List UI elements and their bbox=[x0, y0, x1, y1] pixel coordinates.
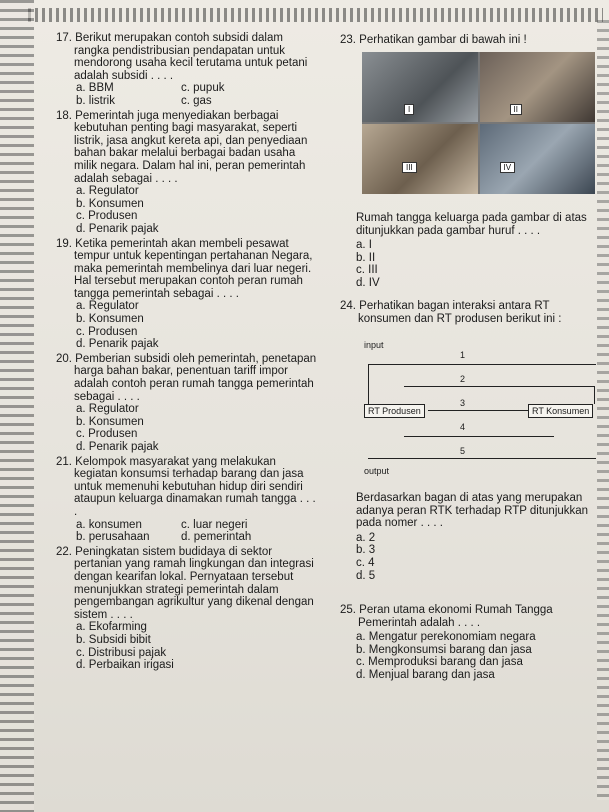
question-stem: 23. Perhatikan gambar di bawah ini ! bbox=[340, 34, 527, 46]
question bbox=[56, 546, 318, 672]
option[interactable]: c. luar negeri bbox=[181, 518, 248, 531]
photo-label: IV bbox=[500, 162, 516, 173]
diagram-number: 2 bbox=[460, 374, 466, 384]
option[interactable]: a. I bbox=[356, 239, 372, 252]
left-column bbox=[56, 32, 318, 674]
option[interactable]: a. Regulator bbox=[76, 300, 139, 313]
option[interactable]: d. 5 bbox=[356, 569, 376, 582]
photo-label: I bbox=[404, 104, 414, 115]
option[interactable]: b. Subsidi bibit bbox=[76, 633, 151, 646]
arrow-line-2 bbox=[404, 386, 594, 387]
option[interactable]: b. listrik bbox=[76, 94, 115, 107]
option[interactable]: d. IV bbox=[356, 276, 380, 289]
option[interactable]: d. pemerintah bbox=[181, 531, 252, 544]
option[interactable]: b. Konsumen bbox=[76, 313, 144, 326]
question-24 bbox=[340, 300, 602, 325]
option[interactable]: a. konsumen bbox=[76, 518, 142, 531]
question-stem: 20. Pemberian subsidi oleh pemerintah, penetapan harga bahan bakar, penentuan tariff impor adalah contoh peran rumah tangga pemerintah sebagai . . . . bbox=[56, 352, 317, 403]
option[interactable]: b. Konsumen bbox=[76, 415, 144, 428]
photo-panel-1 bbox=[362, 52, 478, 122]
option[interactable]: c. 4 bbox=[356, 556, 375, 569]
diagram-number: 5 bbox=[460, 446, 466, 456]
question bbox=[56, 456, 318, 544]
question-stem: 25. Peran utama ekonomi Rumah Tangga Pemerintah adalah . . . . bbox=[340, 604, 553, 629]
diagram-number: 3 bbox=[460, 398, 466, 408]
diagram-number: 1 bbox=[460, 350, 466, 360]
option[interactable]: c. gas bbox=[181, 94, 212, 107]
question-stem: 21. Kelompok masyarakat yang melakukan kegiatan konsumsi terhadap barang dan jasa untuk memenuhi kebutuhan hidup diri sendiri ataupun keluarga dinamakan rumah tangga . . . . bbox=[56, 455, 316, 518]
option[interactable]: c. III bbox=[356, 264, 378, 277]
option[interactable]: a. 2 bbox=[356, 531, 376, 544]
option[interactable]: d. Perbaikan irigasi bbox=[76, 659, 174, 672]
question bbox=[56, 110, 318, 236]
option[interactable]: a. BBM bbox=[76, 82, 114, 95]
question-stem: 17. Berikut merupakan contoh subsidi dalam rangka pendistribusian pendapatan untuk mendorong usaha kecil terutama untuk petani adalah subsidi . . . . bbox=[56, 32, 308, 82]
photo-label: III bbox=[402, 162, 417, 173]
option[interactable]: a. Regulator bbox=[76, 185, 139, 198]
question bbox=[56, 32, 318, 108]
option[interactable]: b. 3 bbox=[356, 544, 376, 557]
option[interactable]: c. Distribusi pajak bbox=[76, 646, 167, 659]
arrow-line-2 bbox=[594, 386, 595, 404]
question-stem: 19. Ketika pemerintah akan membeli pesawat tempur untuk kepentingan pertahanan Negara, maka pemerintah membelinya dari luar negeri. Hal tersebut merupakan contoh peran rumah tangga pemerintah sebagai . . . . bbox=[56, 237, 313, 300]
option[interactable]: c. Produsen bbox=[76, 210, 138, 223]
photo-panel-2 bbox=[480, 52, 596, 122]
question-23-photo bbox=[362, 52, 595, 194]
option[interactable]: c. pupuk bbox=[181, 82, 225, 95]
option[interactable]: a. Ekofarming bbox=[76, 621, 147, 634]
option[interactable]: c. Memproduksi barang dan jasa bbox=[356, 656, 523, 669]
rt-producer-box: RT Produsen bbox=[364, 404, 425, 418]
option[interactable]: b. Konsumen bbox=[76, 197, 144, 210]
decorative-border-top bbox=[28, 8, 603, 22]
question-23 bbox=[340, 34, 602, 47]
interaction-diagram bbox=[360, 340, 600, 480]
arrow-line-4 bbox=[404, 436, 554, 437]
option[interactable]: c. Produsen bbox=[76, 428, 138, 441]
rt-consumer-box: RT Konsumen bbox=[528, 404, 593, 418]
question bbox=[56, 238, 318, 351]
question-stem: 22. Peningkatan sistem budidaya di sektor pertanian yang ramah lingkungan dan integrasi dengan kearifan lokal. Pernyataan tersebut menunjukkan strategi pemerintah dalam pengembangan agrikultur yang dikenal dengan sistem . . . . bbox=[56, 545, 314, 621]
question-stem: 24. Perhatikan bagan interaksi antara RT konsumen dan RT produsen berikut ini : bbox=[340, 300, 562, 325]
diagram-output-label: output bbox=[364, 466, 390, 476]
option[interactable]: d. Penarik pajak bbox=[76, 441, 159, 453]
question-followup: Rumah tangga keluarga pada gambar di atas ditunjukkan pada gambar huruf . . . . bbox=[356, 212, 587, 237]
option[interactable]: d. Penarik pajak bbox=[76, 338, 159, 351]
photo-label: II bbox=[510, 104, 522, 115]
option[interactable]: c. Produsen bbox=[76, 325, 138, 338]
question-24-follow bbox=[356, 492, 601, 582]
arrow-line-1 bbox=[368, 364, 596, 365]
diagram-number: 4 bbox=[460, 422, 466, 432]
diagram-input-label: input bbox=[364, 340, 384, 350]
decorative-border-left bbox=[0, 0, 34, 812]
option[interactable]: b. Mengkonsumsi barang dan jasa bbox=[356, 643, 532, 656]
arrow-line-5 bbox=[368, 458, 596, 459]
option[interactable]: a. Mengatur perekonomiam negara bbox=[356, 631, 536, 644]
photo-panel-3 bbox=[362, 124, 478, 194]
option[interactable]: d. Menjual barang dan jasa bbox=[356, 668, 495, 681]
option[interactable]: d. Penarik pajak bbox=[76, 222, 159, 235]
question-23-follow bbox=[356, 212, 601, 290]
question-25 bbox=[340, 604, 602, 682]
option[interactable]: b. II bbox=[356, 251, 376, 264]
photo-panel-4 bbox=[480, 124, 596, 194]
question bbox=[56, 353, 318, 454]
question-followup: Berdasarkan bagan di atas yang merupakan adanya peran RTK terhadap RTP ditunjukkan pada nomer . . . . bbox=[356, 492, 589, 530]
arrow-line-3 bbox=[428, 410, 528, 411]
option[interactable]: a. Regulator bbox=[76, 403, 139, 416]
question-stem: 18. Pemerintah juga menyediakan berbagai kebutuhan penting bagi masyarakat, seperti listrik, jasa angkut kereta api, dan penyediaan bahan bakar melalui berbagai badan usaha milik negara. Dalam hal ini, peran pemerintah adalah sebagai . . . . bbox=[56, 109, 308, 185]
arrow-line-1 bbox=[368, 364, 369, 406]
option[interactable]: b. perusahaan bbox=[76, 531, 150, 544]
